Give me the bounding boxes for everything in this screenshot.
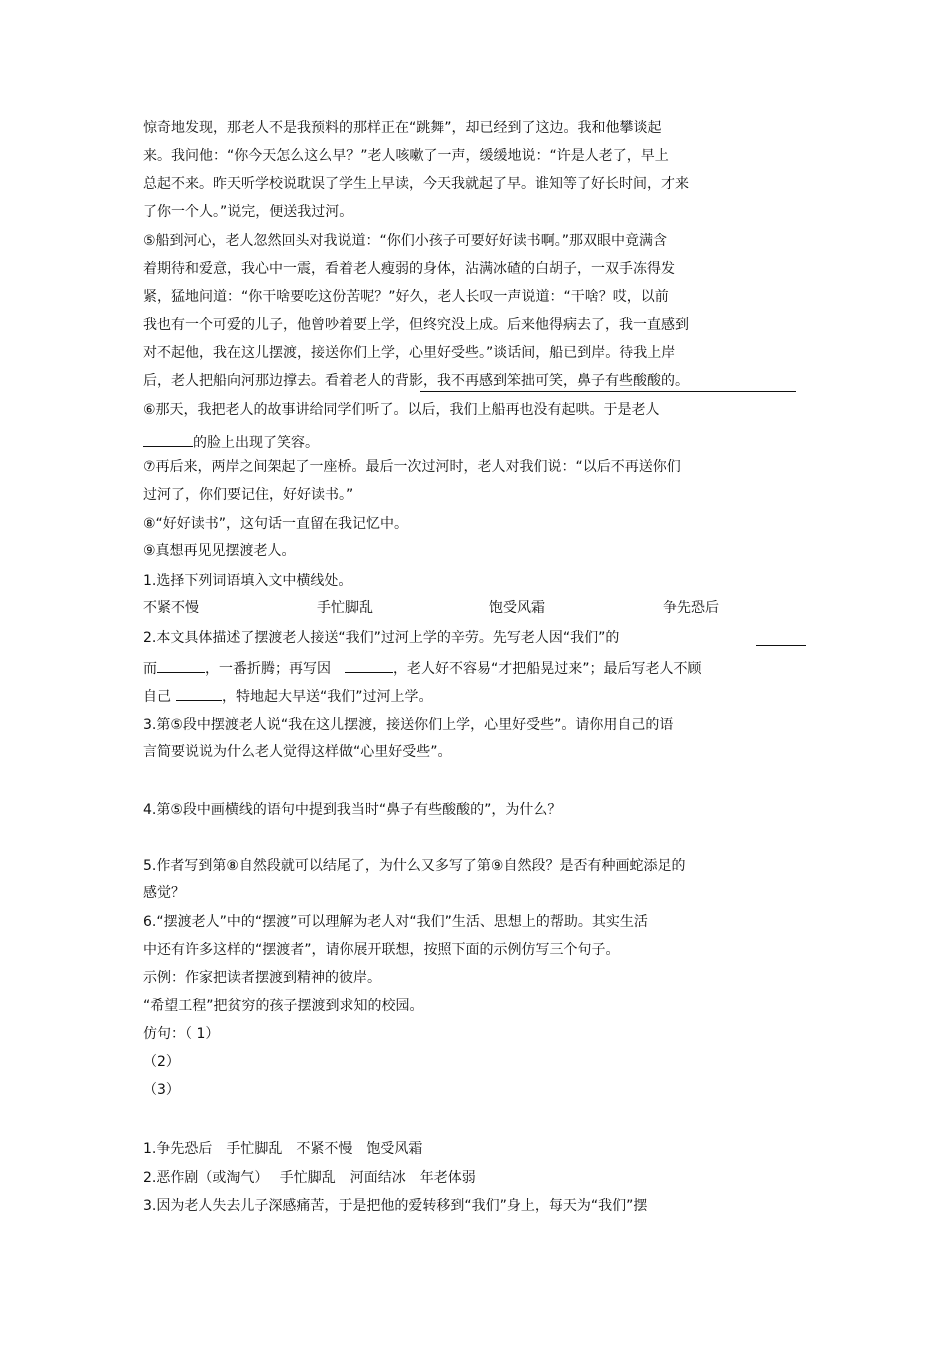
question-3-line: 言简要说说为什么老人觉得这样做“心里好受些”。 — [143, 744, 452, 760]
paragraph-7-line: ⑦再后来，两岸之间架起了一座桥。最后一次过河时，老人对我们说：“以后不再送你们 — [143, 459, 681, 475]
question-6-line: 中还有许多这样的“摆渡者”，请你展开联想，按照下面的示例仿写三个句子。 — [143, 942, 620, 958]
question-2-line: 2.本文具体描述了摆渡老人接送“我们”过河上学的辛劳。先写老人因“我们”的 — [143, 630, 620, 646]
fill-blank[interactable] — [345, 658, 393, 673]
underlined-sentence-line — [420, 391, 796, 392]
answer-line: 3.因为老人失去儿子深感痛苦，于是把他的爱转移到“我们”身上，每天为“我们”摆 — [143, 1198, 648, 1214]
paragraph-8: ⑧“好好读书”，这句话一直留在我记忆中。 — [143, 516, 409, 532]
paragraph-5-line: 对不起他，我在这儿摆渡，接送你们上学，心里好受些。”谈话间，船已到岸。待我上岸 — [143, 345, 676, 361]
question-6-line: 6.“摆渡老人”中的“摆渡”可以理解为老人对“我们”生活、思想上的帮助。其实生活 — [143, 914, 648, 930]
paragraph-9: ⑨真想再见见摆渡老人。 — [143, 543, 296, 559]
question-1: 1.选择下列词语填入文中横线处。 — [143, 573, 353, 589]
fill-blank[interactable] — [756, 645, 806, 646]
word-option: 手忙脚乱 — [317, 600, 373, 616]
example-sentence: 示例：作家把读者摆渡到精神的彼岸。 — [143, 970, 381, 986]
question-2-line: 自己 ，特地起大早送“我们”过河上学。 — [143, 686, 433, 705]
word-option: 不紧不慢 — [143, 600, 199, 616]
answer-line: 1.争先恐后 手忙脚乱 不紧不慢 饱受风霜 — [143, 1141, 423, 1157]
passage-line: 来。我问他：“你今天怎么这么早？”老人咳嗽了一声，缓缓地说：“许是人老了，早上 — [143, 148, 669, 164]
fill-blank[interactable] — [143, 432, 193, 447]
question-5-line: 5.作者写到第⑧自然段就可以结尾了，为什么又多写了第⑨自然段？是否有种画蛇添足的 — [143, 858, 686, 874]
fill-blank[interactable] — [157, 658, 205, 673]
question-1-options — [143, 600, 763, 616]
answer-line: 2.恶作剧（或淘气） 手忙脚乱 河面结冰 年老体弱 — [143, 1170, 476, 1186]
word-option: 饱受风霜 — [489, 600, 545, 616]
imitation-line: （2） — [143, 1054, 180, 1070]
imitation-line: 仿句：（ 1） — [143, 1026, 220, 1042]
passage-line: 总起不来。昨天听学校说耽误了学生上早读，今天我就起了早。谁知等了好长时间，才来 — [143, 176, 689, 192]
question-2-line: 而 ，一番折腾；再写因 ，老人好不容易“才把船晃过来”；最后写老人不顾 — [143, 658, 702, 677]
paragraph-5-line: 着期待和爱意，我心中一震，看着老人瘦弱的身体，沾满冰碴的白胡子，一双手冻得发 — [143, 261, 675, 277]
fill-blank[interactable] — [176, 686, 222, 701]
paragraph-6-line: 的脸上出现了笑容。 — [143, 432, 319, 451]
paragraph-7-line: 过河了，你们要记住，好好读书。” — [143, 487, 354, 503]
imitation-line: （3） — [143, 1082, 180, 1098]
paragraph-5-line: 后，老人把船向河那边撑去。看着老人的背影，我不再感到笨拙可笑，鼻子有些酸酸的。 — [143, 373, 689, 389]
question-3-line: 3.第⑤段中摆渡老人说“我在这儿摆渡，接送你们上学，心里好受些”。请你用自己的语 — [143, 717, 674, 733]
example-sentence: “希望工程”把贫穷的孩子摆渡到求知的校园。 — [143, 998, 424, 1014]
question-5-line: 感觉？ — [143, 885, 185, 901]
paragraph-6-line: ⑥那天，我把老人的故事讲给同学们听了。以后，我们上船再也没有起哄。于是老人 — [143, 402, 660, 418]
paragraph-5-line: 紧，猛地问道：“你干啥要吃这份苦呢？”好久，老人长叹一声说道：“干啥？哎，以前 — [143, 289, 669, 305]
paragraph-5-line: ⑤船到河心，老人忽然回头对我说道：“你们小孩子可要好好读书啊。”那双眼中竟满含 — [143, 233, 668, 249]
question-4: 4.第⑤段中画横线的语句中提到我当时“鼻子有些酸酸的”，为什么？ — [143, 802, 562, 818]
paragraph-5-line: 我也有一个可爱的儿子，他曾吵着要上学，但终究没上成。后来他得病去了，我一直感到 — [143, 317, 689, 333]
passage-line: 了你一个人。”说完，便送我过河。 — [143, 204, 354, 220]
word-option: 争先恐后 — [663, 600, 719, 616]
passage-line: 惊奇地发现，那老人不是我预料的那样正在“跳舞”，却已经到了这边。我和他攀谈起 — [143, 120, 662, 136]
